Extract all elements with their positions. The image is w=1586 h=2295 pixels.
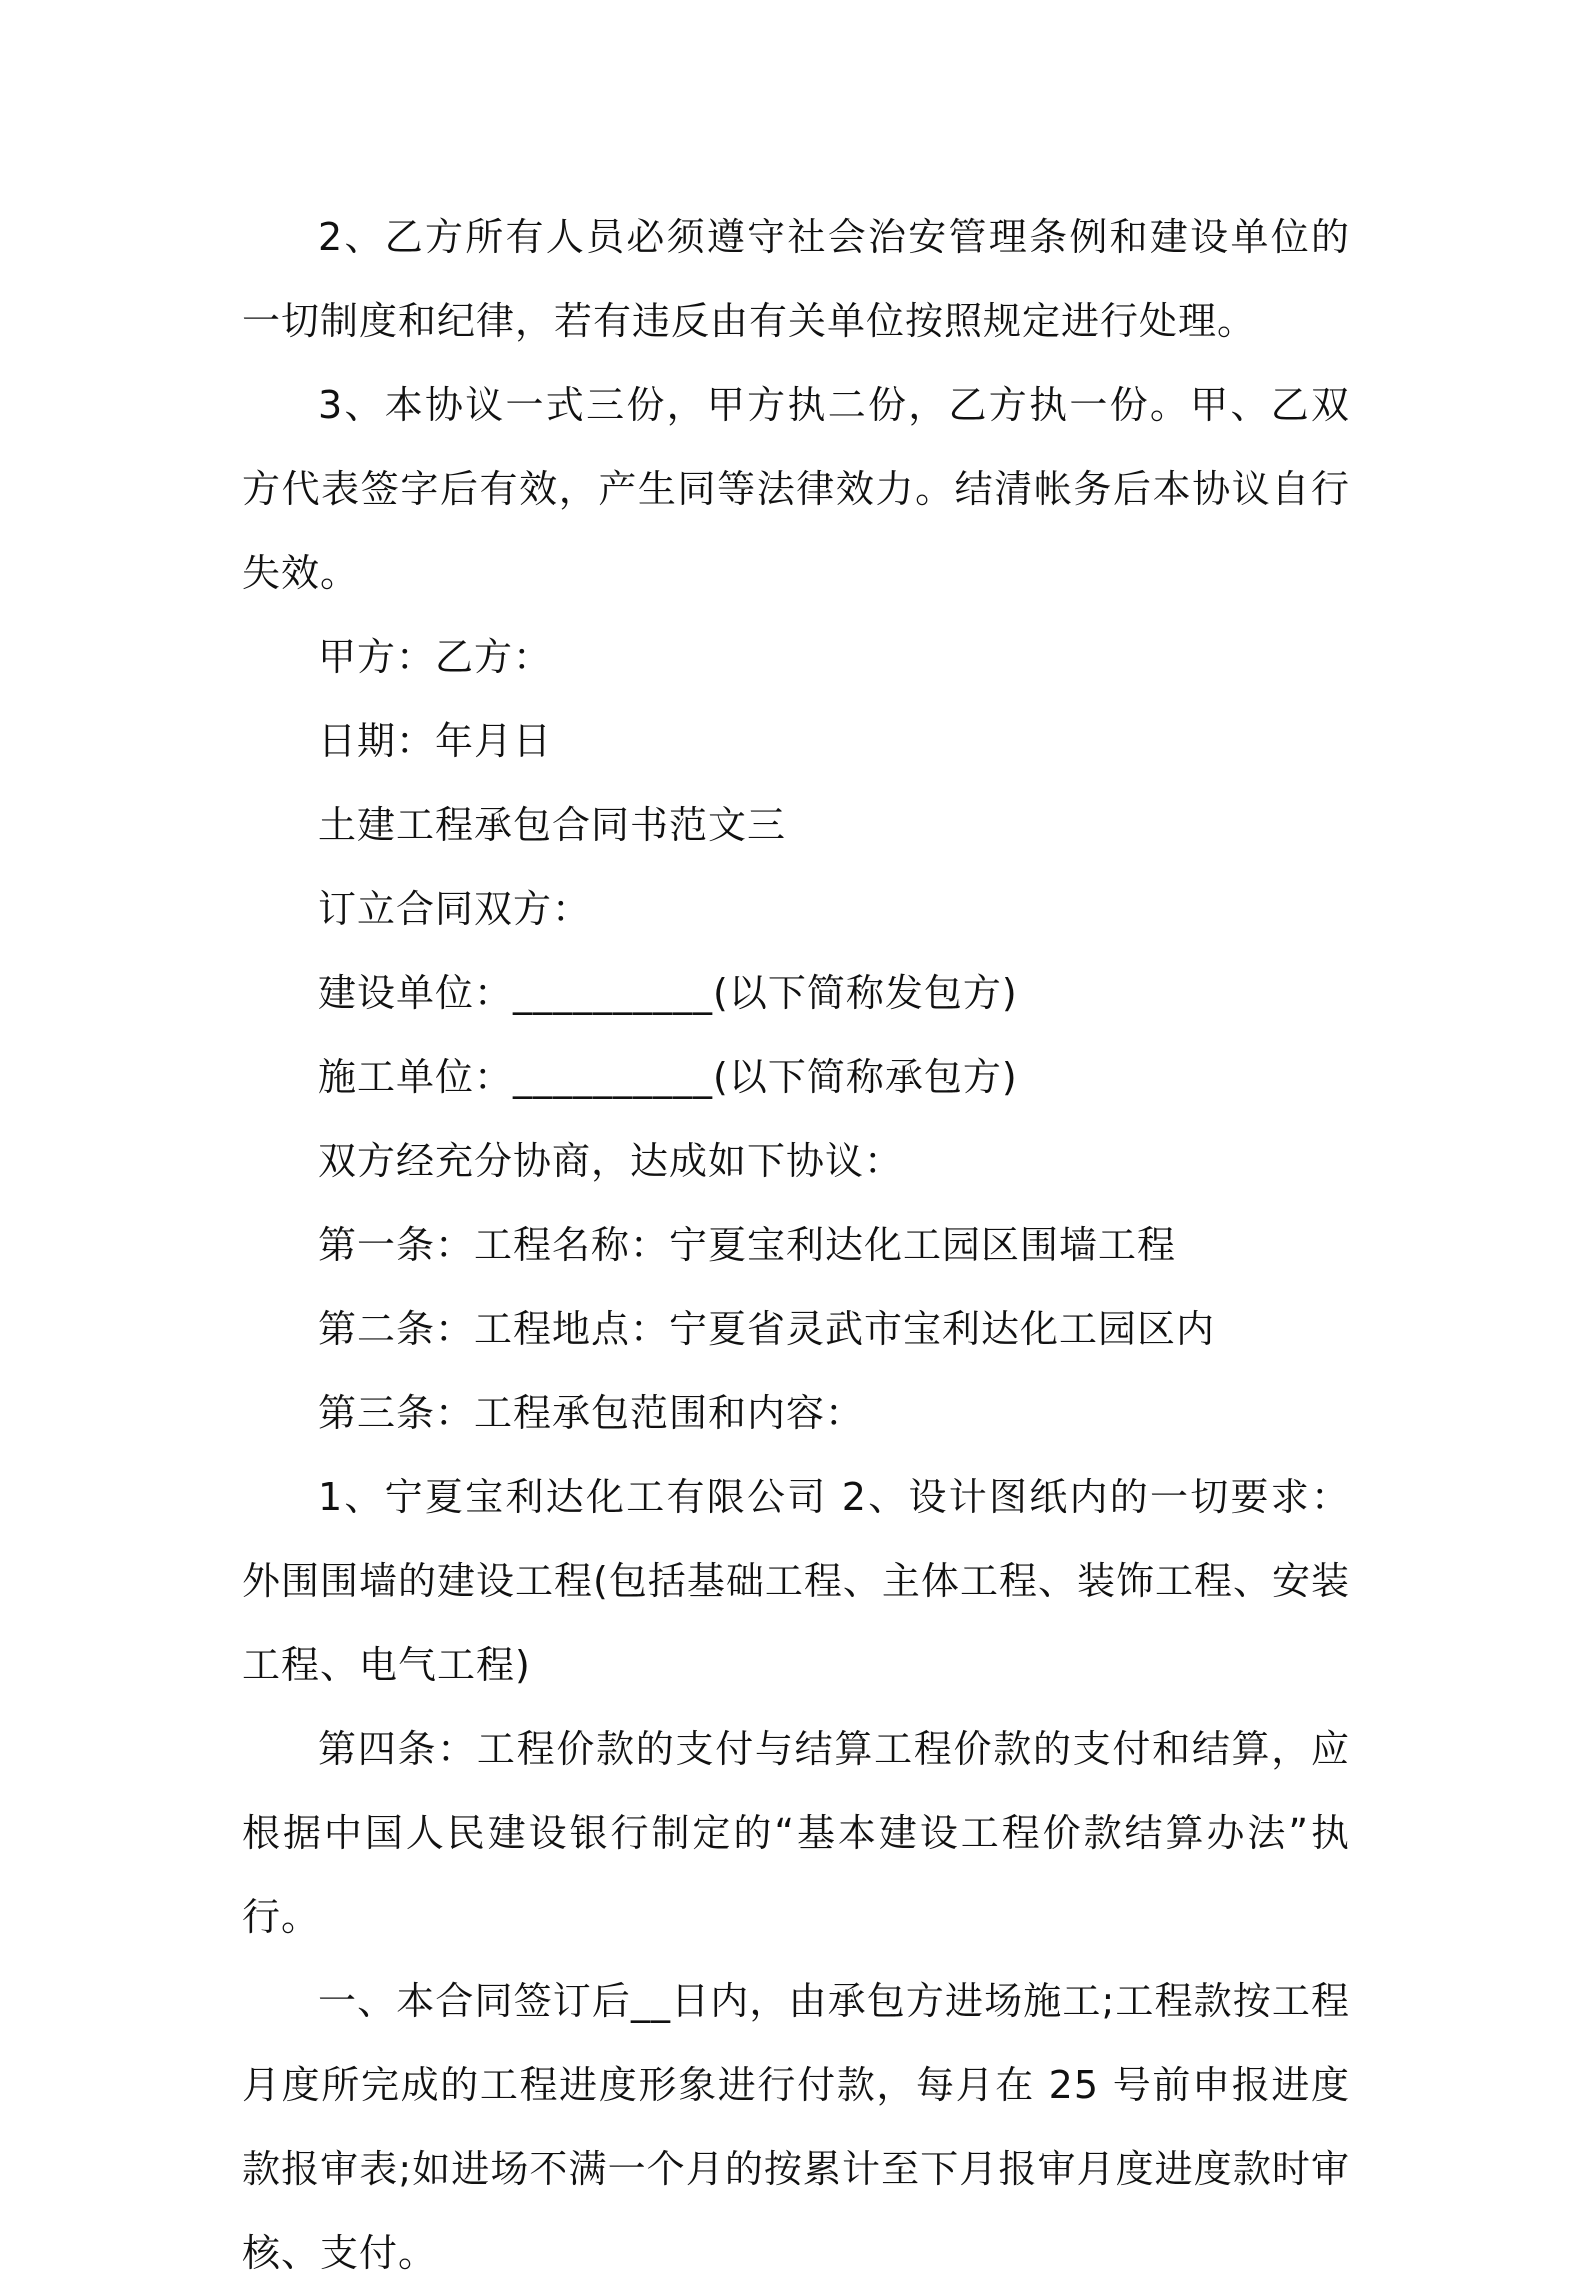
employer-line: 建设单位：__________(以下简称发包方) — [318, 971, 1018, 1015]
document-body — [242, 195, 1350, 2295]
paragraph-clause-3: 3、本协议一式三份，甲方执二份，乙方执一份。甲、乙双方代表签字后有效，产生同等法律效力。结清帐务后本协议自行失效。 — [242, 383, 1350, 595]
contractor-line: 施工单位：__________(以下简称承包方) — [318, 1055, 1018, 1099]
section-title: 土建工程承包合同书范文三 — [318, 803, 787, 847]
contract-parties-heading: 订立合同双方： — [318, 887, 592, 931]
article-3-scope-detail: 1、宁夏宝利达化工有限公司 2、设计图纸内的一切要求：外围围墙的建设工程(包括基础工程、主体工程、装饰工程、安装工程、电气工程) — [242, 1475, 1350, 1687]
article-4-payment: 第四条：工程价款的支付与结算工程价款的支付和结算，应根据中国人民建设银行制定的“基本建设工程价款结算办法”执行。 — [242, 1727, 1350, 1939]
signature-parties-line: 甲方：乙方： — [318, 635, 553, 679]
payment-item-1: 一、本合同签订后__日内，由承包方进场施工;工程款按工程月度所完成的工程进度形象进行付款，每月在 25 号前申报进度款报审表;如进场不满一个月的按累计至下月报审月度进度款时审核、支付。 — [242, 1979, 1350, 2275]
article-2-project-location: 第二条：工程地点：宁夏省灵武市宝利达化工园区内 — [318, 1307, 1216, 1351]
signature-date-line: 日期：年月日 — [318, 719, 553, 763]
paragraph-clause-2: 2、乙方所有人员必须遵守社会治安管理条例和建设单位的一切制度和纪律，若有违反由有关单位按照规定进行处理。 — [242, 215, 1350, 343]
agreement-intro: 双方经充分协商，达成如下协议： — [318, 1139, 904, 1183]
article-3-scope-heading: 第三条：工程承包范围和内容： — [318, 1391, 865, 1435]
article-1-project-name: 第一条：工程名称：宁夏宝利达化工园区围墙工程 — [318, 1223, 1177, 1267]
